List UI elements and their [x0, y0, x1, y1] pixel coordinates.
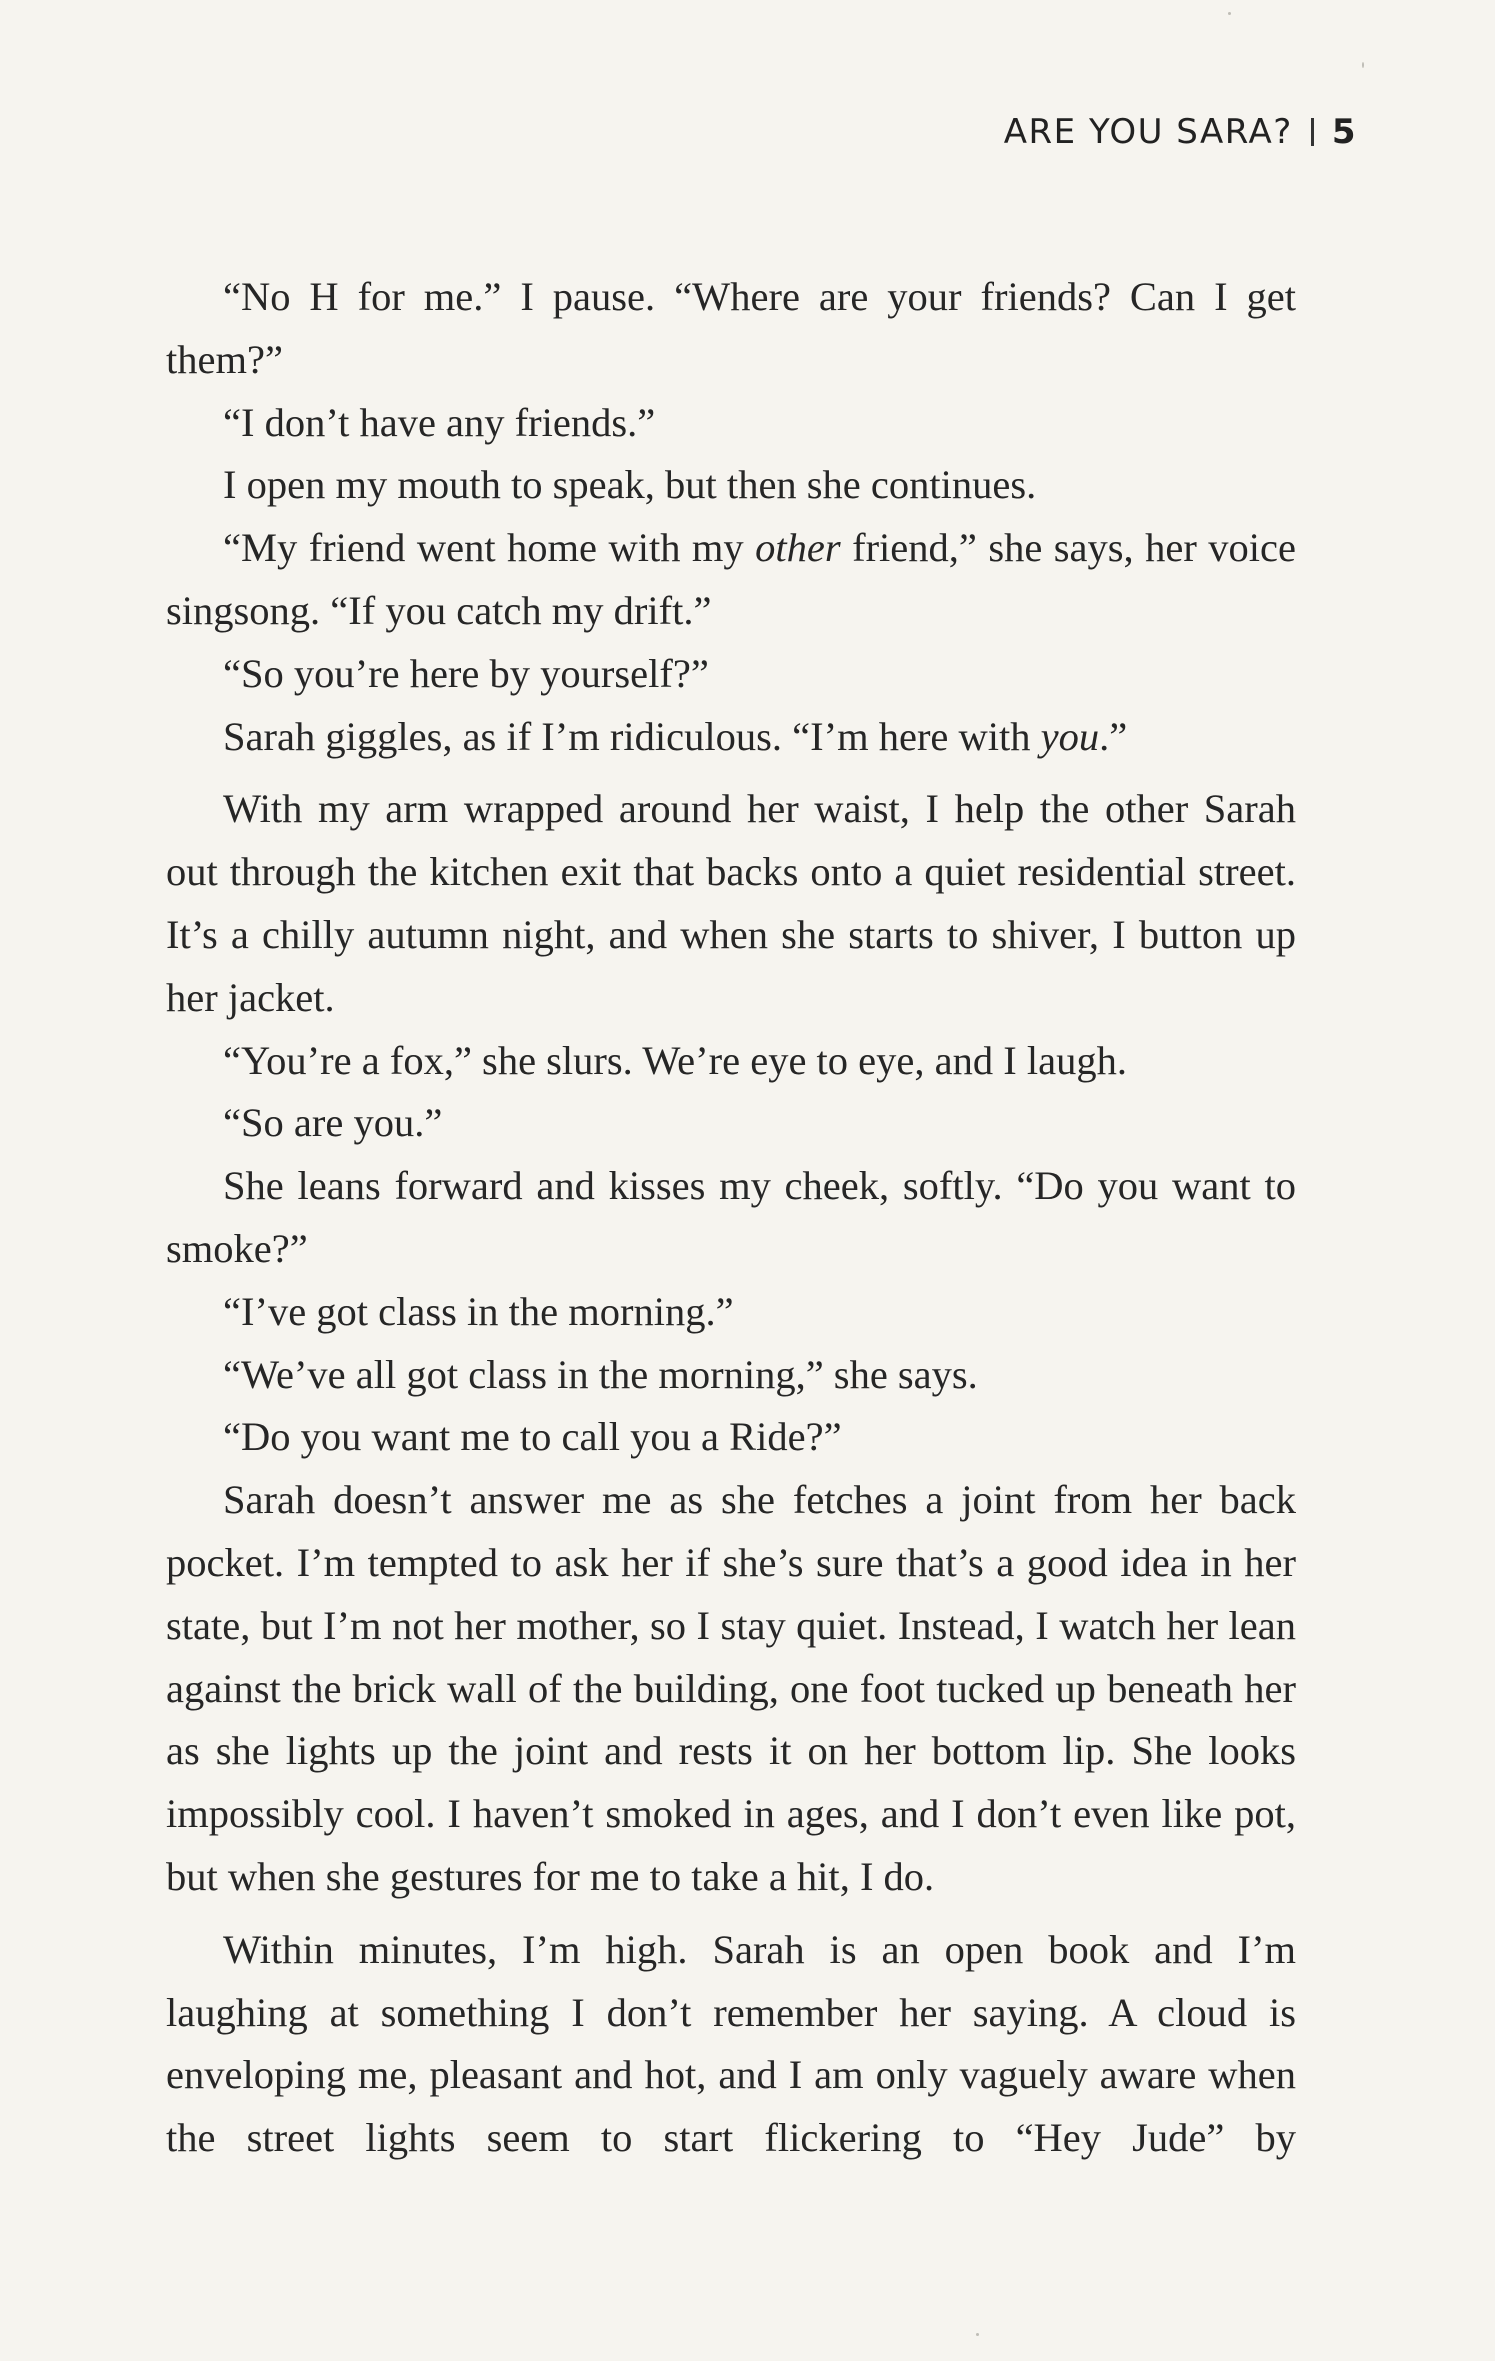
- text-run: Sarah doesn’t answer me as she fetches a joint from her back pocket. I’m tempted to ask her if she’s sure that’s a good idea in her state, but I’m not her mother, so I stay quiet. Instead, I watch her lean against the brick wall of the building, one foot tucked up beneath her as she lights up the joint and rests it on her bottom lip. She looks impossibly cool. I haven’t smoked in ages, and I don’t even like pot, but when she gestures for me to take a hit, I do.: [166, 1477, 1296, 1899]
- text-run: With my arm wrapped around her waist, I help the other Sarah out through the kitchen exit that backs onto a quiet residential street. It’s a chilly autumn night, and when she starts to shiver, I button up her jacket.: [166, 786, 1296, 1020]
- paragraph: [166, 1155, 1296, 1281]
- book-title: ARE YOU SARA?: [1003, 112, 1293, 152]
- paragraph: [166, 392, 1296, 455]
- paragraph: [166, 778, 1296, 1029]
- text-run: “No H for me.” I pause. “Where are your friends? Can I get them?”: [166, 274, 1296, 382]
- text-run: “My friend went home with my: [223, 525, 756, 571]
- text-run: “You’re a fox,” she slurs. We’re eye to eye, and I laugh.: [223, 1037, 1127, 1083]
- paragraph: [166, 454, 1296, 517]
- paragraph: [166, 706, 1296, 769]
- paragraph: [166, 1030, 1296, 1093]
- scan-speck: [1362, 62, 1364, 68]
- paragraph: [166, 1344, 1296, 1407]
- paragraph: [166, 1281, 1296, 1344]
- text-run: Sarah giggles, as if I’m ridiculous. “I’m here with: [223, 713, 1041, 759]
- text-run: “I don’t have any friends.”: [223, 399, 656, 445]
- paragraph: [166, 266, 1296, 392]
- text-run: She leans forward and kisses my cheek, softly. “Do you want to smoke?”: [166, 1163, 1296, 1271]
- text-run: “So you’re here by yourself?”: [223, 650, 709, 696]
- italic-text: you: [1040, 713, 1100, 759]
- body-text: [166, 266, 1296, 2170]
- running-header: [1004, 112, 1357, 152]
- page-number: 5: [1331, 112, 1357, 152]
- text-run: “We’ve all got class in the morning,” she says.: [223, 1351, 978, 1397]
- text-run: I open my mouth to speak, but then she continues.: [223, 462, 1037, 508]
- scan-speck: [976, 2333, 979, 2336]
- italic-text: other: [755, 525, 841, 571]
- paragraph: [166, 1469, 1296, 1909]
- scan-speck: [1228, 12, 1231, 15]
- paragraph: [166, 517, 1296, 643]
- text-run: “I’ve got class in the morning.”: [223, 1288, 734, 1334]
- text-run: “So are you.”: [223, 1100, 443, 1146]
- paragraph: [166, 1092, 1296, 1155]
- header-divider: [1311, 118, 1314, 146]
- text-run: friend,” she says, her voice singsong. “If you catch my drift.”: [166, 525, 1296, 633]
- text-run: “Do you want me to call you a Ride?”: [223, 1414, 842, 1460]
- paragraph: [166, 1919, 1296, 2170]
- paragraph: [166, 643, 1296, 706]
- text-run: .”: [1099, 713, 1128, 759]
- paragraph: [166, 1406, 1296, 1469]
- text-run: Within minutes, I’m high. Sarah is an open book and I’m laughing at something I don’t remember her saying. A cloud is enveloping me, pleasant and hot, and I am only vaguely aware when the street lights seem to start flickering to “Hey Jude” by: [166, 1926, 1296, 2161]
